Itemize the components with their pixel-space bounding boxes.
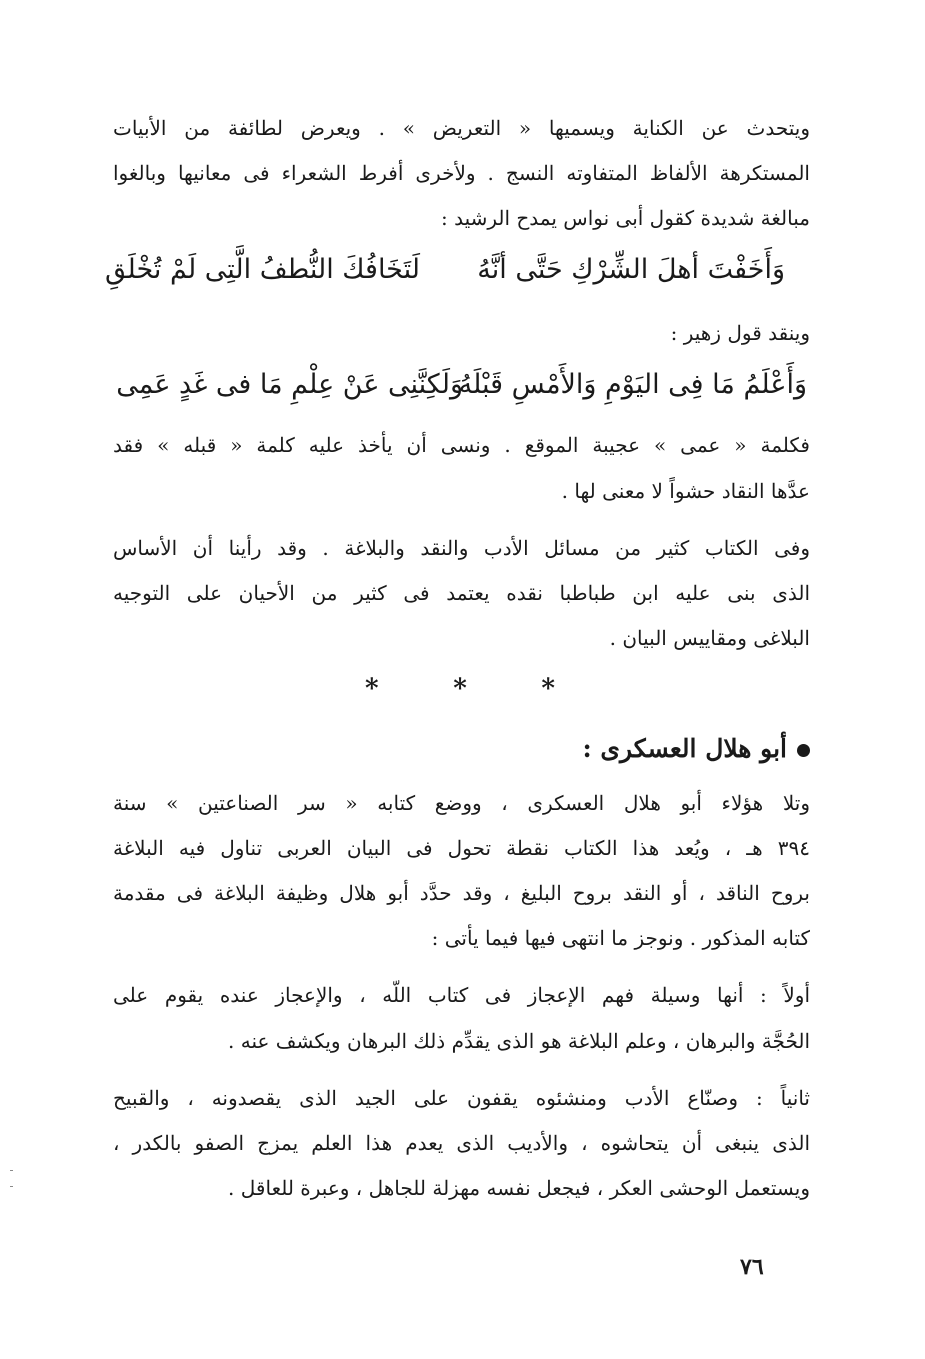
- verse-first-hemistich: وَأَعْلَمُ مَا فِى اليَوْمِ وَالأَمْسِ قَبْلَهُ: [458, 369, 807, 400]
- text-line: ٣٩٤ هـ ، ويُعد هذا الكتاب نقطة تحول فى البيان العربى تناول فيه البلاغة: [113, 836, 810, 860]
- text-line: بروح الناقد ، أو النقد بروح البليغ ، وقد حدَّد أبو هلال وظيفة البلاغة فى مقدمة: [113, 881, 810, 905]
- section-separator: [365, 672, 555, 706]
- text-line: وينقد قول زهير :: [670, 321, 810, 345]
- text-line: مبالغة شديدة كقول أبى نواس يمدح الرشيد :: [440, 206, 810, 230]
- text-line: ويتحدث عن الكناية ويسميها « التعريض » . ويعرض لطائفة من الأبيات: [113, 116, 810, 140]
- separator-star: *: [453, 674, 467, 704]
- text-line: الحُجَّة والبرهان ، وعلم البلاغة هو الذى يقدِّم ذلك البرهان ويكشف عنه .: [228, 1029, 810, 1053]
- text-line: وتلا هؤلاء أبو هلال العسكرى ، ووضع كتابه « سر الصناعتين » سنة: [113, 791, 810, 815]
- text-line: البلاغى ومقاييس البيان .: [609, 626, 810, 650]
- text-line: ثانياً : وصنّاع الأدب ومنشئوه يقفون على الجيد الذى يقصدونه ، والقبيح: [113, 1086, 810, 1110]
- bullet-icon: [797, 744, 810, 757]
- separator-star: *: [365, 674, 379, 704]
- text-line: ويستعمل الوحشى العكر ، فيجعل نفسه مهزلة للجاهل ، وعبرة للعاقل .: [228, 1176, 810, 1200]
- text-line: عدَّها النقاد حشواً لا معنى لها .: [561, 479, 810, 503]
- text-line: الذى بنى عليه ابن طباطبا نقده يعتمد فى كثير من الأحيان على التوجيه: [113, 581, 810, 605]
- page-number: ٧٦: [740, 1254, 764, 1280]
- text-line: أولاً : أنها وسيلة فهم الإعجاز فى كتاب اللّه ، والإعجاز عنده يقوم على: [113, 983, 810, 1007]
- text-line: الذى ينبغى أن يتحاشوه ، والأديب الذى يعدم هذا العلم يمزج الصفو بالكدر ،: [113, 1131, 810, 1155]
- verse-second-hemistich: لَتَخَافُكَ النُّطفُ الَّتِى لَمْ تُخْلَقِ: [105, 254, 420, 285]
- text-line: وفى الكتاب كثير من مسائل الأدب والنقد والبلاغة . وقد رأينا أن الأساس: [113, 536, 810, 560]
- scan-speck: [10, 1170, 13, 1171]
- verse-second-hemistich: وَلَكِنَّنِى عَنْ عِلْمِ مَا فى غَدٍ عَمِى: [116, 369, 463, 400]
- section-heading-text: أبو هلال العسكرى :: [582, 734, 787, 763]
- verse-first-hemistich: وَأَخَفْتَ أهلَ الشِّرْكِ حَتَّى أنَّهُ: [477, 254, 785, 285]
- text-line: كتابه المذكور . ونوجز ما انتهى فيها فيما يأتى :: [431, 926, 810, 950]
- text-line: المستكرهة الألفاظ المتفاوته النسج . ولأخرى أفرط الشعراء فى معانيها وبالغوا: [113, 161, 810, 185]
- section-heading: [582, 730, 810, 768]
- scan-speck: [10, 1186, 13, 1187]
- separator-star: *: [541, 674, 555, 704]
- text-line: فكلمة « عمى » عجيبة الموقع . ونسى أن يأخذ عليه كلمة « قبله » فقد: [113, 433, 810, 457]
